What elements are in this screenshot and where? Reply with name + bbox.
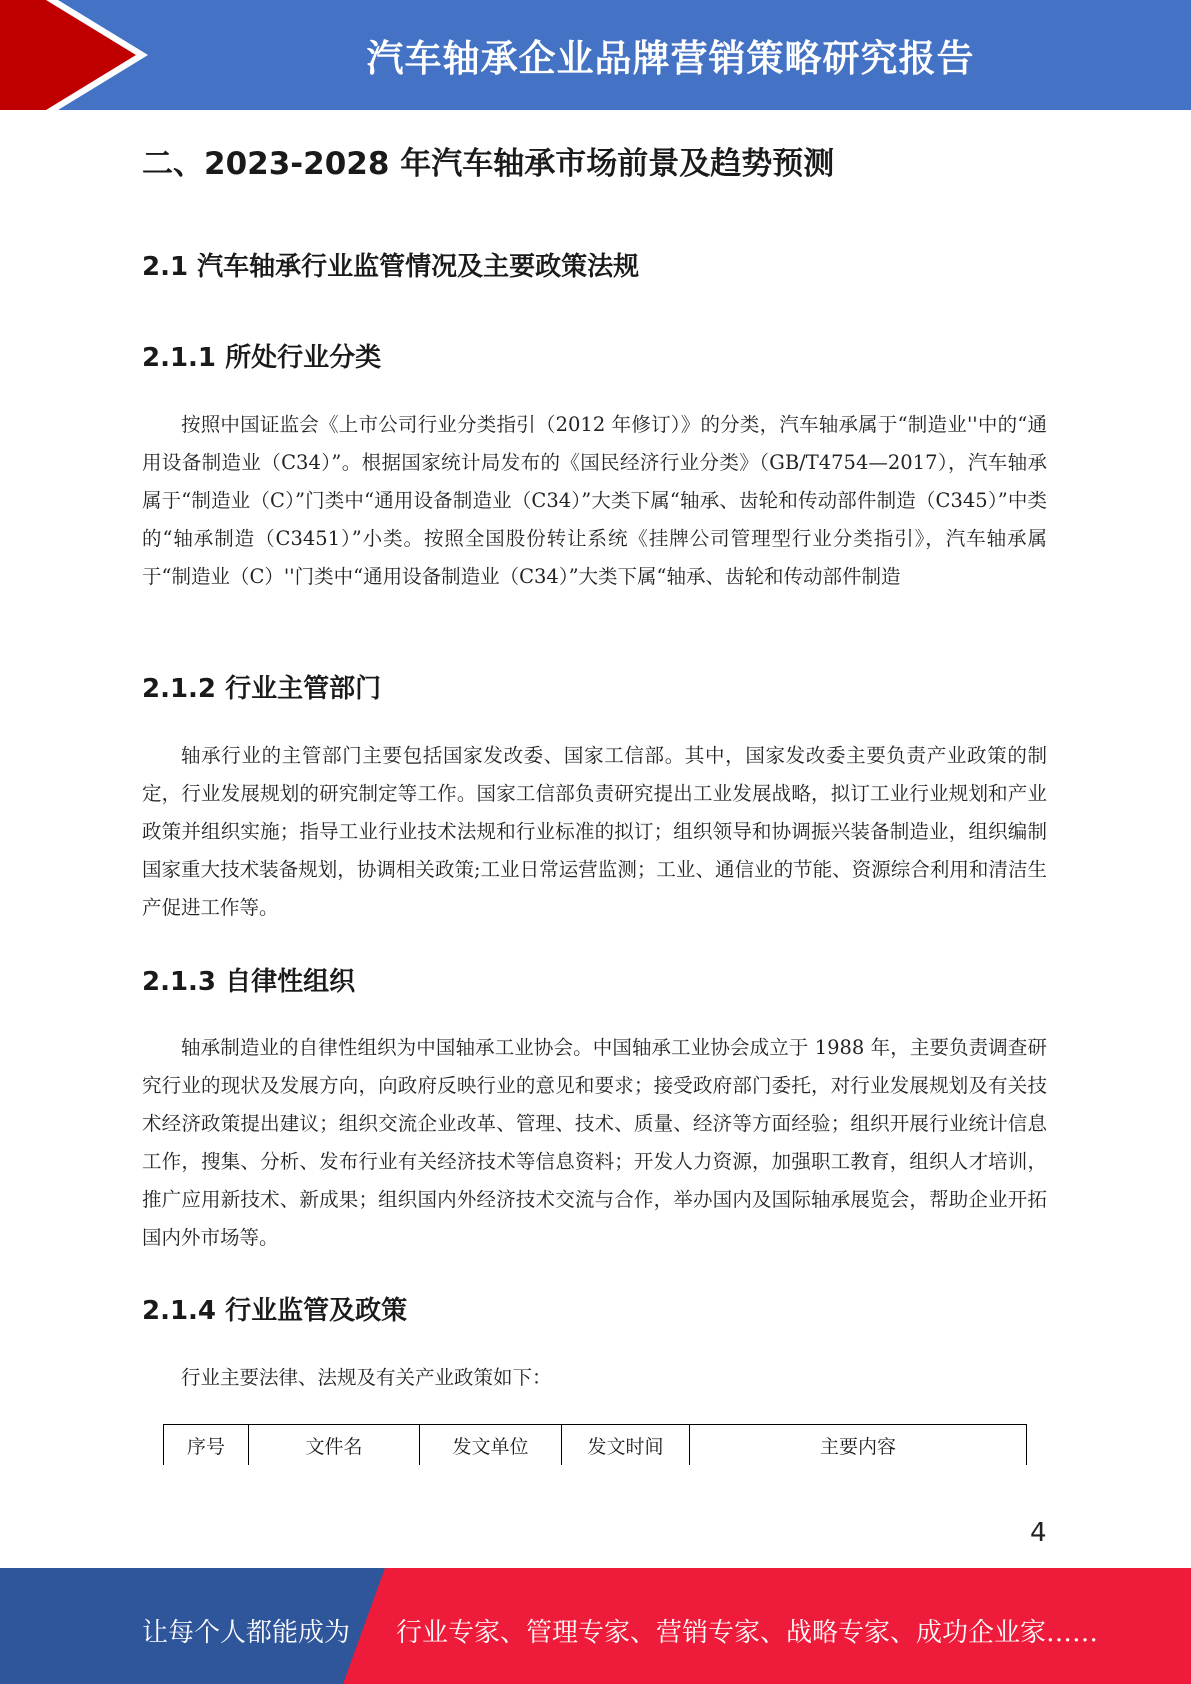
table-header-cell: 发文单位 xyxy=(420,1425,562,1466)
section-heading-2-1: 2.1 汽车轴承行业监管情况及主要政策法规 xyxy=(142,252,640,282)
section-text-2-1-3: 轴承制造业的自律性组织为中国轴承工业协会。中国轴承工业协会成立于 1988 年，主要负责调查研究行业的现状及发展方向，向政府反映行业的意见和要求；接受政府部门委托，对行业发展规划及有关技术经济政策提出建议；组织交流企业改革、管理、技术、质量、经济等方面经验；组织开展行业统计信息工作，搜集、分析、发布行业有关经济技术等信息资料；开发人力资源，加强职工教育，组织人才培训，推广应用新技术、新成果；组织国内外经济技术交流与合作，举办国内及国际轴承展览会，帮助企业开拓国内外市场等。 xyxy=(142,1036,1047,1249)
report-title: 汽车轴承企业品牌营销策略研究报告 xyxy=(366,37,975,80)
table-header-cell: 主要内容 xyxy=(690,1425,1027,1466)
section-text-2-1-4: 行业主要法律、法规及有关产业政策如下： xyxy=(181,1366,552,1389)
footer-banner xyxy=(0,1568,1191,1684)
policy-table xyxy=(163,1424,1027,1465)
chapter-title: 二、2023-2028 年汽车轴承市场前景及趋势预测 xyxy=(142,146,835,182)
section-heading-2-1-3: 2.1.3 自律性组织 xyxy=(142,967,356,997)
page-number: 4 xyxy=(1030,1518,1047,1548)
section-heading-2-1-1: 2.1.1 所处行业分类 xyxy=(142,343,382,373)
section-heading-2-1-4: 2.1.4 行业监管及政策 xyxy=(142,1296,408,1326)
table-header-cell: 文件名 xyxy=(249,1425,420,1466)
section-text-2-1-2: 轴承行业的主管部门主要包括国家发改委、国家工信部。其中，国家发改委主要负责产业政策的制定，行业发展规划的研究制定等工作。国家工信部负责研究提出工业发展战略，拟订工业行业规划和产业政策并组织实施；指导工业行业技术法规和行业标准的拟订；组织领导和协调振兴装备制造业，组织编制国家重大技术装备规划，协调相关政策;工业日常运营监测；工业、通信业的节能、资源综合利用和清洁生产促进工作等。 xyxy=(142,744,1047,919)
footer-slogan-right: 行业专家、管理专家、营销专家、战略专家、成功企业家…… xyxy=(396,1618,1099,1648)
footer-slogan-left: 让每个人都能成为 xyxy=(142,1618,351,1648)
table-header-row xyxy=(164,1425,1027,1466)
section-heading-2-1-2: 2.1.2 行业主管部门 xyxy=(142,674,382,704)
header-banner xyxy=(0,0,1191,110)
table-header-cell: 序号 xyxy=(164,1425,249,1466)
table-header-cell: 发文时间 xyxy=(562,1425,690,1466)
section-text-2-1-1: 按照中国证监会《上市公司行业分类指引（2012 年修订）》的分类，汽车轴承属于“制造业''中的“通用设备制造业（C34）”。根据国家统计局发布的《国民经济行业分类》（GB/T4754—2017），汽车轴承属于“制造业（C）”门类中“通用设备制造业（C34）”大类下属“轴承、齿轮和传动部件制造（C345）”中类的“轴承制造（C3451）”小类。按照全国股份转让系统《挂牌公司管理型行业分类指引》，汽车轴承属于“制造业（C）''门类中“通用设备制造业（C34）”大类下属“轴承、齿轮和传动部件制造 xyxy=(142,413,1047,588)
